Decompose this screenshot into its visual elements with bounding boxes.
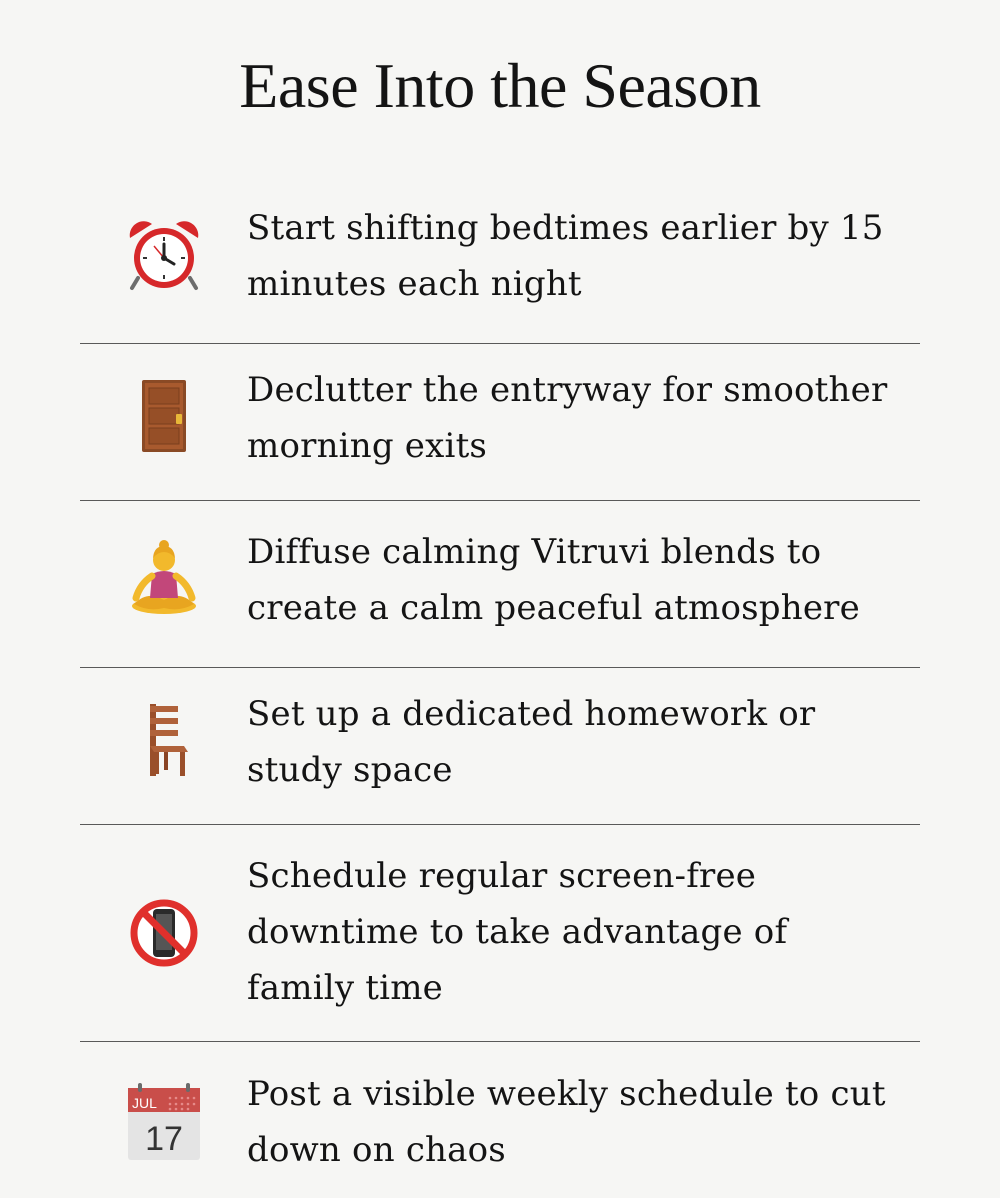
list-item [80, 200, 920, 330]
chair-icon [124, 700, 204, 780]
list-item-text: Schedule regular screen-free downtime to take advantage of family time [247, 856, 788, 1008]
list-item-text: Diffuse calming Vitruvi blends to create a calm peaceful atmosphere [247, 532, 860, 628]
divider [80, 343, 920, 344]
list-item [80, 1066, 920, 1196]
list-item-text: Declutter the entryway for smoother morning exits [247, 370, 888, 466]
page-title: Ease Into the Season [239, 50, 761, 121]
calendar-month-label: JUL [132, 1095, 157, 1111]
list-item-text: Start shifting bedtimes earlier by 15 minutes each night [247, 208, 884, 304]
calendar-day-label: 17 [145, 1120, 183, 1158]
no-mobile-phones-icon [124, 893, 204, 973]
calendar-icon [124, 1080, 204, 1160]
divider [80, 824, 920, 825]
door-icon [124, 376, 204, 456]
list-item [80, 362, 920, 492]
list-item [80, 848, 920, 1028]
list-item-text: Post a visible weekly schedule to cut down on chaos [247, 1074, 886, 1170]
person-in-lotus-position-icon [124, 538, 204, 618]
list-item [80, 686, 920, 816]
alarm-clock-icon [124, 216, 204, 296]
divider [80, 667, 920, 668]
divider [80, 500, 920, 501]
list-item [80, 524, 920, 654]
list-item-text: Set up a dedicated homework or study space [247, 694, 816, 790]
divider [80, 1041, 920, 1042]
